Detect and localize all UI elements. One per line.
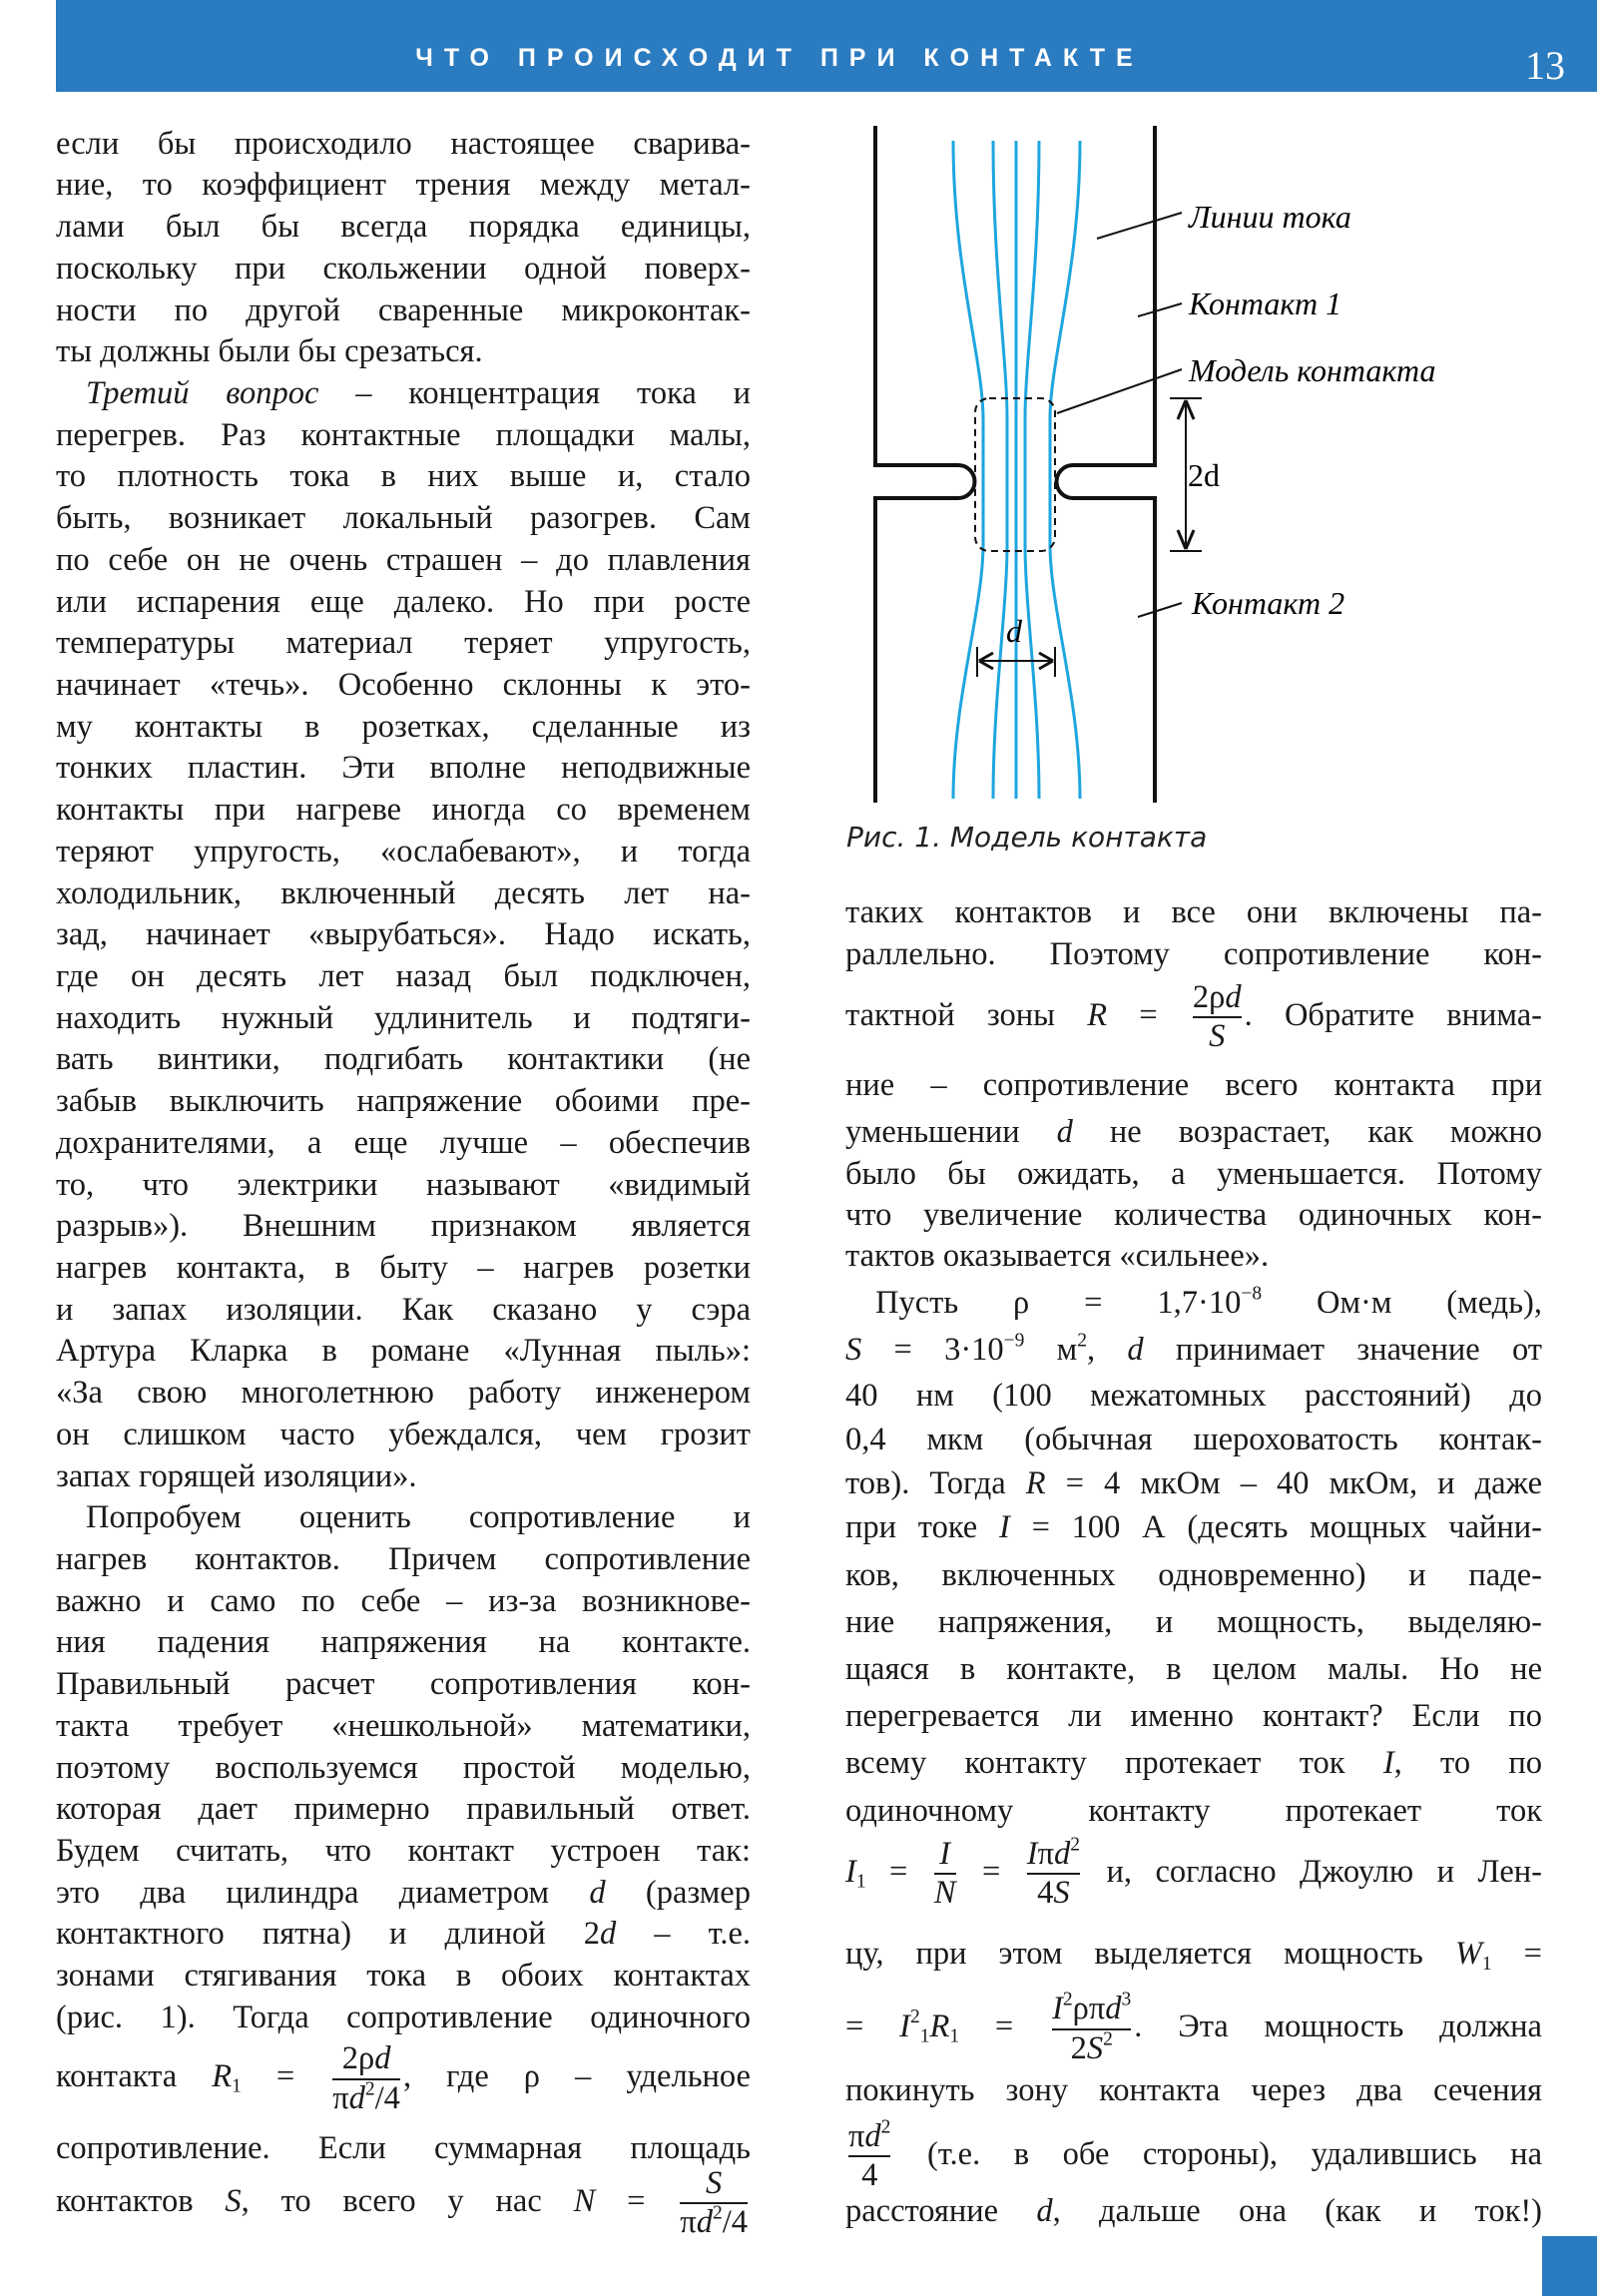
text-run: , то по (1393, 1744, 1543, 1781)
text-run: ние – сопротивление всего контакта при (845, 1066, 1542, 1103)
text-run: контакта (56, 2058, 213, 2095)
text-run: , дальше она (как и ток!) (1052, 2192, 1543, 2229)
fraction-numerator (1052, 1991, 1131, 2027)
text-run: важно и само по себе – из-за возникнове- (56, 1582, 751, 1619)
text-run: π (680, 2204, 697, 2241)
text-line (56, 2127, 751, 2169)
text-line (56, 1414, 751, 1455)
italic-variable: R (212, 2058, 233, 2095)
text-line (56, 1247, 751, 1289)
text-line (845, 1462, 1542, 1504)
text-run: тактов оказывается «сильнее». (845, 1238, 1270, 1275)
fraction-numerator (680, 2165, 748, 2202)
text-line (845, 1235, 1542, 1277)
text-run: 2ρ (1192, 978, 1226, 1015)
italic-variable: S (1086, 2029, 1104, 2066)
text-run: ты должны были бы срезаться. (56, 333, 483, 370)
fraction (680, 2165, 748, 2242)
text-run: = (595, 2182, 678, 2219)
italic-variable: R (1025, 1464, 1046, 1501)
italic-variable: I (1026, 1835, 1038, 1872)
text-line (56, 1538, 751, 1580)
superscript: 3 (1121, 1989, 1132, 2010)
label-d: d (1006, 613, 1022, 649)
text-run: где он десять лет назад был подключен, (56, 957, 751, 994)
text-line (56, 1080, 751, 1122)
fraction (332, 2040, 400, 2117)
text-run: расстояние (845, 2192, 1037, 2229)
text-run: вать винтики, подгибать контактики (не (56, 1041, 751, 1078)
text-run: уменьшении (845, 1113, 1057, 1150)
text-line (56, 1788, 751, 1830)
text-run: забыв выключить напряжение обоими пре- (56, 1083, 751, 1120)
text-run: тактной зоны (845, 996, 1088, 1033)
text-line (845, 1742, 1542, 1784)
text-run: = (959, 2009, 1050, 2045)
text-run: запах горящей изоляции». (56, 1457, 417, 1494)
text-run: = (1107, 996, 1190, 1033)
subscript: 1 (232, 2075, 242, 2097)
text-run: то, что электрики называют «видимый (56, 1166, 751, 1203)
text-run: такта требует «нешкольной» математики, (56, 1707, 751, 1744)
text-run: начинает «течь». Особенно склонны к это- (56, 667, 751, 703)
text-run: ков, включенных одновременно) и паде- (845, 1557, 1542, 1594)
superscript: 2 (1062, 1989, 1073, 2010)
superscript: −8 (1241, 1283, 1263, 1305)
text-line (56, 1872, 751, 1914)
text-line (845, 1790, 1542, 1832)
text-line (845, 1933, 1542, 1975)
subscript: 1 (855, 1871, 866, 1893)
italic-variable: d (1036, 2192, 1053, 2229)
text-line (845, 979, 1542, 1056)
italic-variable: I (899, 2009, 910, 2045)
text-run: тов). Тогда (845, 1464, 1026, 1501)
fraction (1193, 979, 1242, 1056)
text-run: «За свою многолетнюю работу инженером (56, 1375, 751, 1412)
text-run: ности по другой сваренные микроконтак- (56, 291, 751, 328)
fraction (848, 2118, 890, 2195)
text-run: что увеличение количества одиночных кон- (845, 1197, 1542, 1234)
italic-variable: d (1225, 978, 1242, 1015)
text-run: , (1087, 1332, 1128, 1369)
text-run: /4 (374, 2079, 400, 2116)
text-run: ние, то коэффициент трения между метал- (56, 167, 751, 204)
text-run: тонких пластин. Эти вполне неподвижные (56, 750, 751, 787)
text-run: Правильный расчет сопротивления кон- (56, 1666, 751, 1703)
text-line (845, 1506, 1542, 1548)
text-run: контактов (56, 2182, 226, 2219)
text-run: = (958, 1853, 1024, 1890)
text-run: и, согласно Джоулю и Лен- (1083, 1853, 1542, 1890)
text-run: перегрев. Раз контактные площадки малы, (56, 416, 751, 453)
current-line (1050, 141, 1080, 799)
text-run: щаяся в контакте, в целом малы. Но не (845, 1651, 1542, 1688)
text-line (56, 1955, 751, 1997)
text-run: лами был бы всегда порядка единицы, (56, 209, 751, 246)
text-line (56, 1496, 751, 1538)
text-line (56, 1122, 751, 1164)
text-run: Пусть ρ = 1,7·10 (875, 1285, 1242, 1322)
italic-variable: S (225, 2182, 242, 2219)
text-run: раллельно. Поэтому сопротивление кон- (845, 936, 1542, 973)
text-run: сопротивление. Если суммарная площадь (56, 2129, 751, 2166)
superscript: 2 (712, 2202, 723, 2224)
text-line (56, 1205, 751, 1247)
text-run: при токе (845, 1508, 999, 1545)
text-run: Попробуем оценить сопротивление и (86, 1499, 751, 1536)
figure-caption: Рис. 1. Модель контакта (846, 821, 1208, 854)
text-run: Ом·м (медь), (1262, 1285, 1542, 1322)
text-run: 4 (1037, 1875, 1054, 1912)
superscript: 2 (1077, 1330, 1087, 1352)
superscript: 2 (1070, 1834, 1081, 1856)
text-line (845, 1329, 1542, 1371)
text-run: находить нужный удлинитель и подтяги- (56, 999, 751, 1036)
text-line (56, 1747, 751, 1789)
fraction-numerator (848, 2118, 890, 2155)
italic-variable: N (933, 1875, 956, 1912)
text-run: , то всего у нас (241, 2182, 574, 2219)
text-run: = (845, 2009, 900, 2045)
text-line (56, 1038, 751, 1080)
fraction (934, 1836, 956, 1913)
text-run: . Эта мощность должна (1134, 2009, 1542, 2045)
italic-variable: S (706, 2164, 723, 2201)
text-run: зонами стягивания тока в обоих контактах (56, 1958, 751, 1995)
fraction-denominator (934, 1873, 956, 1912)
italic-variable: I (1382, 1744, 1394, 1781)
italic-variable: d (696, 2204, 713, 2241)
page-corner-marker (1542, 2236, 1597, 2296)
label-current-lines: Линии тока (1189, 199, 1351, 235)
text-run: = (865, 1853, 931, 1890)
text-run: нагрев контакта, в быту – нагрев розетки (56, 1249, 751, 1286)
text-run: которая дает примерно правильный ответ. (56, 1791, 751, 1828)
text-run: = (1491, 1935, 1542, 1972)
text-line (845, 933, 1542, 975)
text-run: π (332, 2079, 349, 2116)
text-line (845, 2118, 1542, 2195)
text-run: – т.е. (616, 1916, 752, 1953)
text-run: (рис. 1). Тогда сопротивление одиночного (56, 1999, 751, 2035)
fraction (1027, 1836, 1080, 1913)
text-line (56, 913, 751, 955)
text-line (845, 1375, 1542, 1417)
fraction-denominator (1027, 1873, 1080, 1912)
text-line (845, 1282, 1542, 1324)
superscript: 2 (364, 2077, 375, 2099)
leader-lines (1057, 213, 1182, 617)
fraction-numerator (332, 2040, 400, 2077)
text-run: = 4 мкОм – 40 мкОм, и даже (1045, 1464, 1543, 1501)
text-run: быть, возникает локальный разогрев. Сам (56, 500, 751, 537)
superscript: 2 (880, 2116, 891, 2138)
italic-variable: R (1087, 996, 1108, 1033)
italic-variable: d (599, 1916, 617, 1953)
text-line (56, 955, 751, 997)
text-run: температуры материал теряет упругость, (56, 625, 751, 662)
text-run: 4 (861, 2157, 878, 2194)
text-line (845, 1064, 1542, 1106)
text-run: 2ρ (341, 2040, 375, 2077)
text-run: одиночному контакту протекает ток (845, 1793, 1542, 1830)
text-line (56, 1330, 751, 1372)
italic-variable: I (1052, 1991, 1063, 2027)
text-run: перегревается ли именно контакт? Если по (845, 1697, 1542, 1734)
text-line (56, 1663, 751, 1705)
text-line (845, 1836, 1542, 1913)
label-contact-1: Контакт 1 (1189, 286, 1342, 321)
text-line (56, 1621, 751, 1663)
contact-model-figure (0, 0, 1597, 898)
text-run: . Обратите внима- (1244, 996, 1542, 1033)
fraction-denominator (332, 2078, 400, 2117)
page-number: 13 (1525, 43, 1565, 88)
text-run: дохранителями, а еще лучше – обеспечив (56, 1124, 751, 1161)
italic-variable: d (1127, 1332, 1144, 1369)
text-run: всему контакту протекает ток (845, 1744, 1383, 1781)
text-run: это два цилиндра диаметром (56, 1874, 590, 1911)
current-line (993, 141, 1007, 799)
text-run: 2 (1070, 2029, 1087, 2066)
text-line (56, 1289, 751, 1331)
text-line (56, 2165, 751, 2242)
text-line (56, 1372, 751, 1414)
text-run: было бы ожидать, а уменьшается. Потому (845, 1156, 1542, 1193)
text-run: м (1024, 1332, 1078, 1369)
italic-variable: S (1209, 1018, 1226, 1055)
italic-variable: N (573, 2182, 596, 2219)
text-run: не возрастает, как можно (1072, 1113, 1542, 1150)
text-line (845, 1554, 1542, 1596)
text-line (56, 1913, 751, 1955)
text-run: холодильник, включенный десять лет на- (56, 874, 751, 911)
text-line (56, 1455, 751, 1497)
text-run: Артура Кларка в романе «Лунная пыль»: (56, 1333, 751, 1370)
subscript: 1 (949, 2026, 960, 2048)
text-run: – концентрация тока и (318, 375, 751, 411)
text-line (56, 1164, 751, 1206)
text-line (56, 997, 751, 1039)
italic-variable: I (845, 1853, 856, 1890)
text-run: π (848, 2117, 865, 2154)
subscript: 1 (919, 2026, 930, 2048)
fraction-numerator (1027, 1836, 1080, 1873)
text-run: он слишком часто убеждался, чем грозит (56, 1416, 751, 1452)
text-run: то плотность тока в них выше и, стало (56, 458, 751, 495)
text-line (56, 2040, 751, 2117)
text-line (56, 1705, 751, 1747)
italic-variable: d (589, 1874, 606, 1911)
italic-variable: d (1105, 1991, 1122, 2027)
text-run: по себе он не очень страшен – до плавления (56, 541, 751, 578)
text-run: = (241, 2058, 330, 2095)
superscript: 2 (1103, 2028, 1113, 2050)
text-run: нагрев контактов. Причем сопротивление (56, 1540, 751, 1577)
text-run: или испарения еще далеко. Но при росте (56, 583, 751, 620)
italic-variable: R (929, 2009, 950, 2045)
italic-variable: W (1454, 1935, 1482, 1972)
text-run: (т.е. в обе стороны), удалившись на (893, 2135, 1542, 2172)
text-run: разрыв»). Внешним признаком является (56, 1208, 751, 1245)
fraction (1052, 1991, 1131, 2067)
text-line (56, 1830, 751, 1872)
superscript: −9 (1003, 1330, 1025, 1352)
text-run: = 100 А (десять мощных чайни- (1009, 1508, 1542, 1545)
text-run: ние напряжения, и мощность, выделяю- (845, 1604, 1542, 1641)
text-line (845, 1419, 1542, 1460)
italic-variable: d (1056, 1113, 1073, 1150)
text-run: 40 нм (100 межатомных расстояний) до (845, 1377, 1542, 1414)
fraction-denominator (680, 2202, 748, 2241)
italic-variable: d (1054, 1835, 1071, 1872)
text-run: таких контактов и все они включены па- (845, 893, 1542, 930)
fraction-denominator (1193, 1016, 1242, 1055)
fraction-numerator (1193, 979, 1242, 1016)
superscript: 2 (909, 2007, 920, 2028)
text-line (845, 2069, 1542, 2111)
italic-variable: Третий вопрос (86, 375, 319, 411)
text-line (845, 1648, 1542, 1690)
text-line (845, 2190, 1542, 2232)
italic-variable: d (374, 2040, 391, 2077)
text-run: поскольку при скольжении одной поверх- (56, 250, 751, 287)
text-run: Будем считать, что контакт устроен так: (56, 1832, 751, 1869)
text-line (845, 1194, 1542, 1236)
label-2d: 2d (1188, 457, 1220, 493)
text-line (845, 1153, 1542, 1195)
text-line (845, 1601, 1542, 1643)
text-run: цу, при этом выделяется мощность (845, 1935, 1455, 1972)
text-run: и запах изоляции. Как сказано у сэра (56, 1291, 751, 1328)
text-line (845, 1111, 1542, 1153)
text-run: ния падения напряжения на контакте. (56, 1624, 751, 1661)
text-run: контакты при нагреве иногда со временем (56, 792, 751, 829)
text-run: (размер (605, 1874, 751, 1911)
text-run: покинуть зону контакта через два сечения (845, 2072, 1542, 2109)
italic-variable: I (939, 1835, 951, 1872)
text-run: 0,4 мкм (обычная шероховатость контак- (845, 1421, 1542, 1457)
text-run: ρπ (1072, 1991, 1106, 2027)
label-contact-model: Модель контакта (1189, 352, 1436, 388)
text-run: если бы происходило настоящее сварива- (56, 125, 751, 162)
text-line (56, 1997, 751, 2038)
text-run: поэтому воспользуемся простой моделью, (56, 1749, 751, 1786)
subscript: 1 (1481, 1953, 1492, 1975)
fraction-numerator (934, 1836, 956, 1873)
text-run: = 3·10 (861, 1332, 1004, 1369)
fraction-denominator (1052, 2028, 1131, 2067)
italic-variable: S (845, 1332, 862, 1369)
text-line (56, 1580, 751, 1622)
text-run: , где ρ – удельное (402, 2058, 751, 2095)
text-run: контактного пятна) и длиной 2 (56, 1916, 600, 1953)
text-run: му контакты в розетках, сделанные из (56, 708, 751, 745)
text-run: принимает значение от (1143, 1332, 1542, 1369)
text-run: π (1037, 1835, 1055, 1872)
text-run: теряют упругость, «ослабевают», и тогда (56, 833, 751, 869)
italic-variable: d (864, 2117, 881, 2154)
italic-variable: d (348, 2079, 365, 2116)
italic-variable: S (1053, 1875, 1070, 1912)
label-contact-2: Контакт 2 (1192, 585, 1345, 621)
chapter-title: ЧТО ПРОИСХОДИТ ПРИ КОНТАКТЕ (415, 44, 1144, 72)
text-run: /4 (722, 2204, 748, 2241)
text-run: зад, начинает «вырубаться». Надо искать, (56, 916, 751, 953)
current-line (1025, 141, 1039, 799)
text-line (845, 1695, 1542, 1737)
italic-variable: I (998, 1508, 1010, 1545)
text-line (845, 1991, 1542, 2067)
